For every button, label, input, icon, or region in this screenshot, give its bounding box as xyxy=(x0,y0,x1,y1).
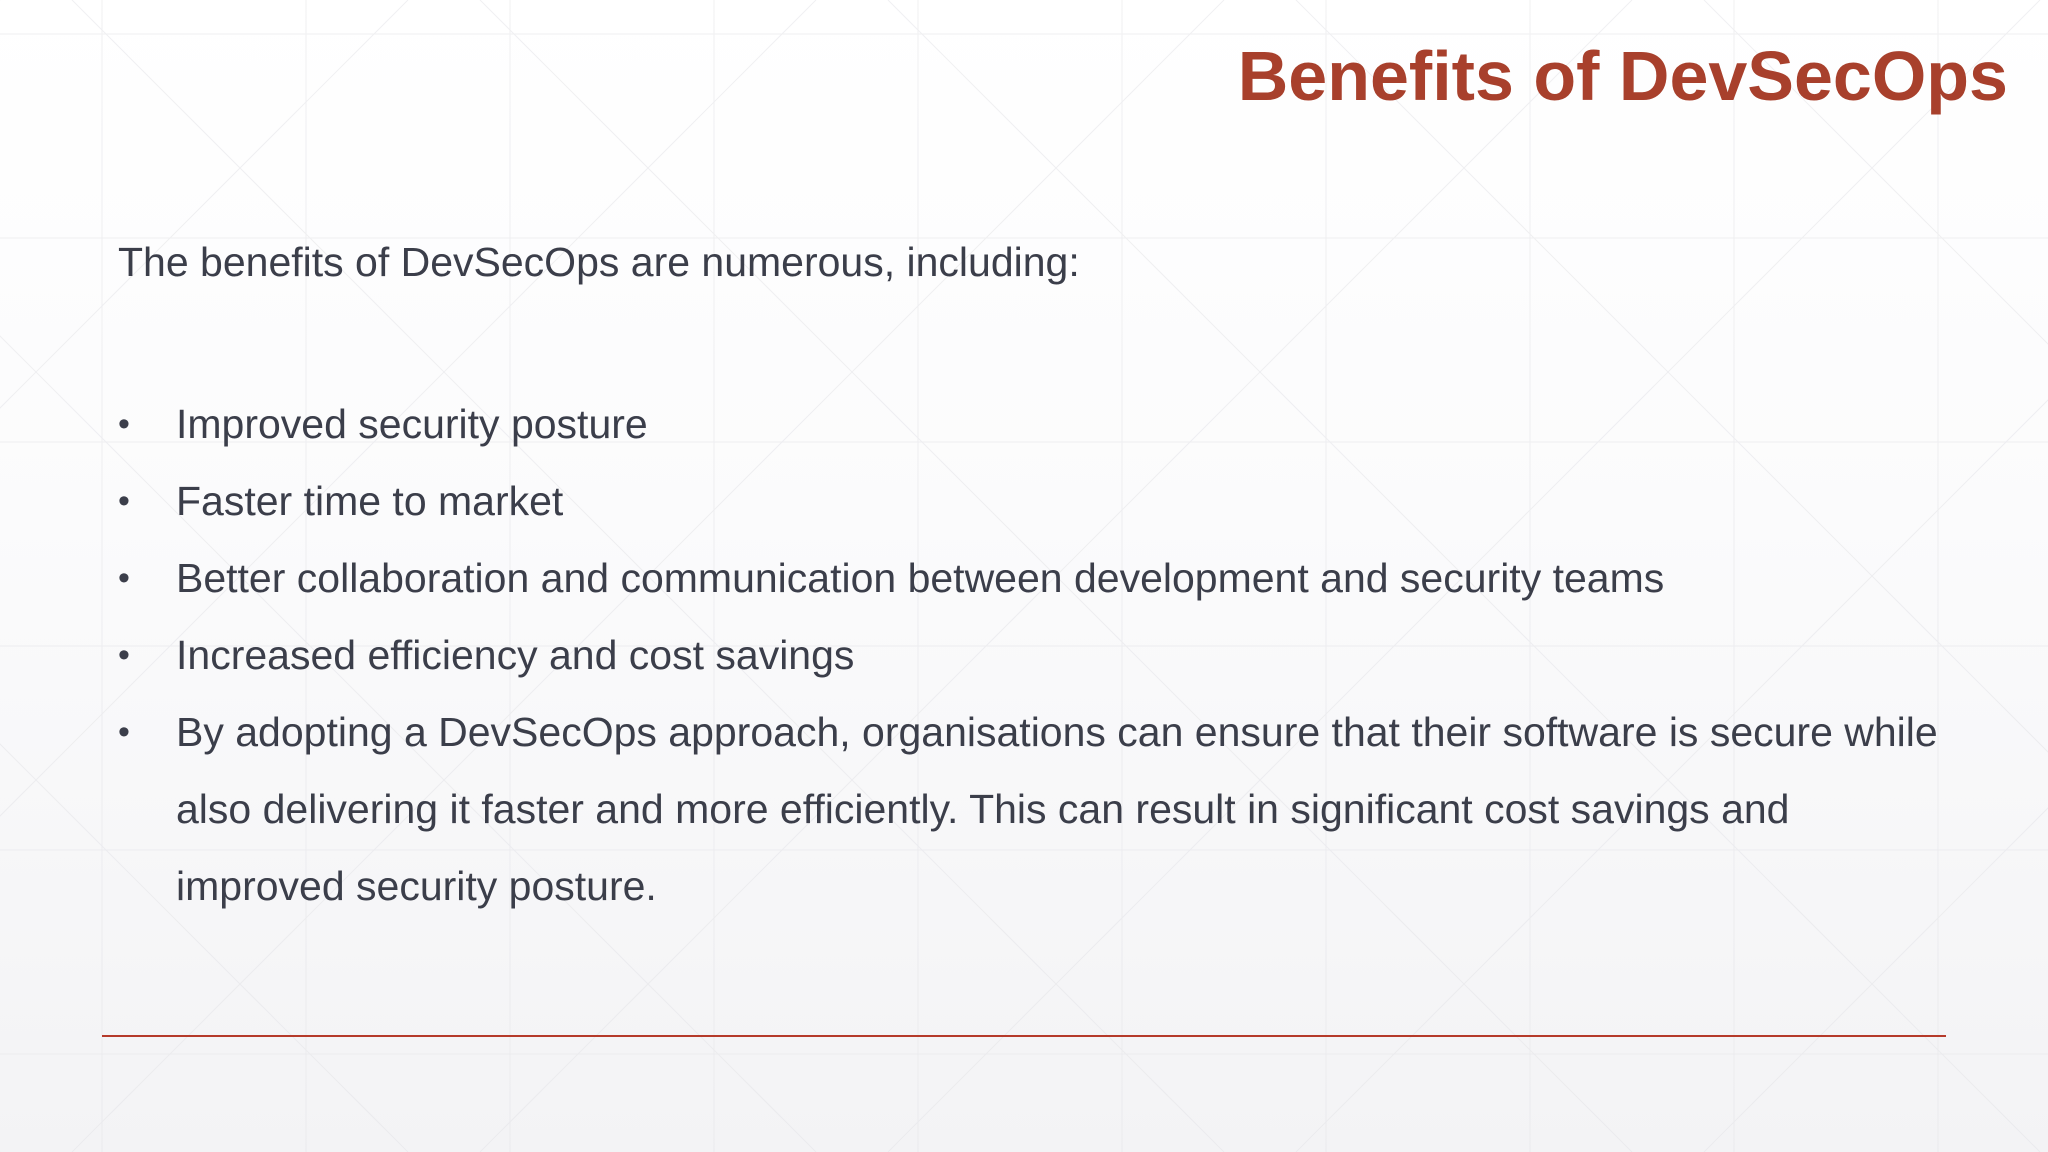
bullet-icon: • xyxy=(118,482,130,520)
intro-text: The benefits of DevSecOps are numerous, including: xyxy=(118,239,1080,285)
footer-divider-line xyxy=(102,1035,1946,1037)
bullet-list xyxy=(118,386,1938,925)
bullet-item-better-collaboration xyxy=(118,540,1938,617)
bullet-icon: • xyxy=(118,405,130,443)
slide-title: Benefits of DevSecOps xyxy=(1237,37,2008,115)
bullet-icon: • xyxy=(118,559,130,597)
bullet-icon: • xyxy=(118,636,130,674)
bullet-item-devsecops-approach xyxy=(118,694,1938,925)
bullet-text: Increased efficiency and cost savings xyxy=(176,632,855,678)
bullet-item-increased-efficiency xyxy=(118,617,1938,694)
bullet-icon: • xyxy=(118,713,130,751)
bullet-item-faster-time-to-market xyxy=(118,463,1938,540)
bullet-item-improved-security xyxy=(118,386,1938,463)
bullet-text: By adopting a DevSecOps approach, organisations can ensure that their software is secure while also delivering it faster and more efficiently. This can result in significant cost savings and improved security posture. xyxy=(176,709,1938,909)
bullet-text: Improved security posture xyxy=(176,401,648,447)
bullet-text: Faster time to market xyxy=(176,478,564,524)
bullet-text: Better collaboration and communication between development and security teams xyxy=(176,555,1665,601)
